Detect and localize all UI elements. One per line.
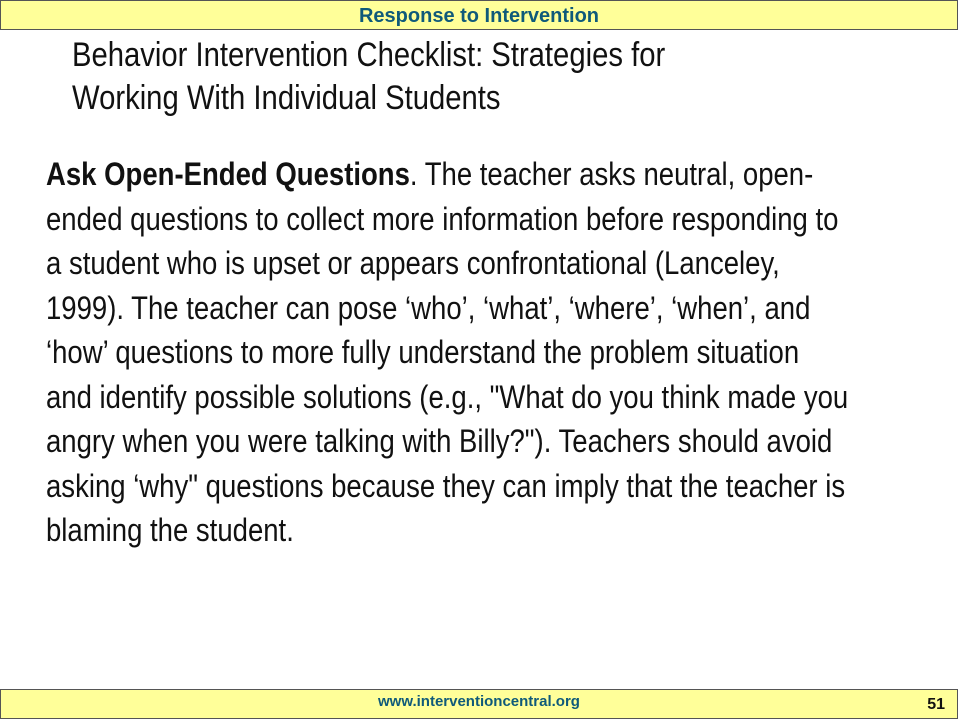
- slide-title: [72, 34, 777, 120]
- slide-title-line: Behavior Intervention Checklist: Strategies for: [72, 36, 666, 74]
- paragraph-line: asking ‘why" questions because they can imply that the teacher is: [46, 467, 846, 504]
- slide-title-line: Working With Individual Students: [72, 79, 501, 117]
- top-banner: [0, 0, 958, 30]
- page-number: 51: [927, 696, 945, 713]
- paragraph-line: and identify possible solutions (e.g., "What do you think made you: [46, 378, 849, 415]
- paragraph-text: . The teacher asks neutral, open-: [409, 156, 814, 192]
- paragraph-line: a student who is upset or appears confrontational (Lanceley,: [46, 245, 780, 281]
- paragraph-line: ‘how’ questions to more fully understand the problem situation: [46, 334, 800, 370]
- paragraph-line: 1999). The teacher can pose ‘who’, ‘what’, ‘where’, ‘when’, and: [46, 289, 811, 326]
- paragraph-line: ended questions to collect more information before responding to: [46, 200, 839, 237]
- banner-title: Response to Intervention: [358, 5, 600, 27]
- body-paragraph: [46, 152, 940, 553]
- strategy-term: Ask Open-Ended Questions: [46, 156, 410, 192]
- paragraph-line: blaming the student.: [46, 512, 294, 548]
- website-url: www.interventioncentral.org: [378, 693, 580, 710]
- paragraph-line: [46, 152, 940, 197]
- bottom-banner: [0, 689, 958, 719]
- paragraph-line: angry when you were talking with Billy?"). Teachers should avoid: [46, 423, 833, 459]
